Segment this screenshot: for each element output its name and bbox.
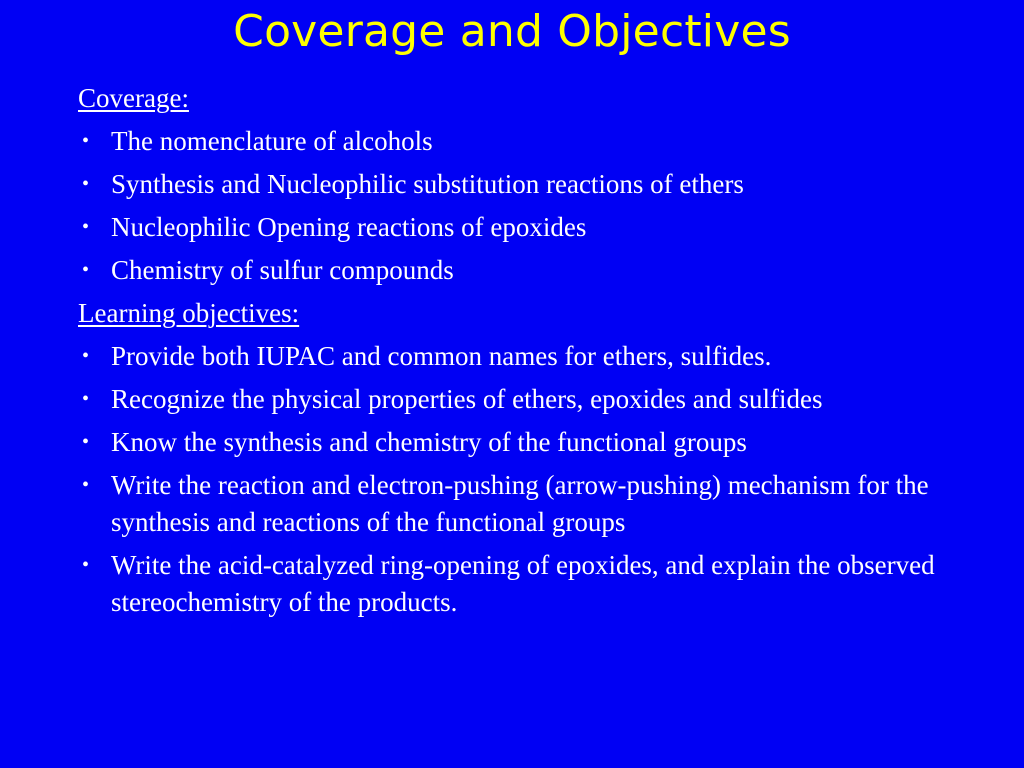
objective-item: [78, 381, 1008, 418]
bullet-icon: •: [82, 216, 90, 238]
coverage-item-text: The nomenclature of alcohols: [111, 126, 433, 156]
coverage-item: [78, 123, 1008, 160]
coverage-heading: Coverage:: [78, 83, 189, 113]
coverage-item-text: Chemistry of sulfur compounds: [111, 255, 454, 285]
bullet-icon: •: [82, 474, 90, 496]
objective-item: [78, 467, 1008, 541]
coverage-list: [78, 123, 1008, 289]
coverage-item: [78, 252, 1008, 289]
objectives-heading: Learning objectives:: [78, 298, 300, 328]
objective-item-text: Write the reaction and electron-pushing (arrow-pushing) mechanism for the synthesis and reactions of the functional groups: [111, 470, 929, 537]
objectives-list: [78, 338, 1008, 621]
objective-item-text: Recognize the physical properties of ethers, epoxides and sulfides: [111, 384, 823, 414]
coverage-item: [78, 166, 1008, 203]
objective-item-text: Know the synthesis and chemistry of the functional groups: [111, 427, 747, 457]
bullet-icon: •: [82, 345, 90, 367]
objective-item: [78, 338, 1008, 375]
bullet-icon: •: [82, 431, 90, 453]
slide-title: Coverage and Objectives: [233, 6, 791, 57]
coverage-item: [78, 209, 1008, 246]
bullet-icon: •: [82, 173, 90, 195]
objective-item: [78, 424, 1008, 461]
coverage-item-text: Synthesis and Nucleophilic substitution reactions of ethers: [111, 169, 744, 199]
coverage-item-text: Nucleophilic Opening reactions of epoxides: [111, 212, 587, 242]
bullet-icon: •: [82, 259, 90, 281]
objective-item-text: Write the acid-catalyzed ring-opening of epoxides, and explain the observed stereochemistry of the products.: [111, 550, 935, 617]
objective-item: [78, 547, 1008, 621]
objective-item-text: Provide both IUPAC and common names for ethers, sulfides.: [111, 341, 772, 371]
bullet-icon: •: [82, 130, 90, 152]
bullet-icon: •: [82, 388, 90, 410]
slide-body: [78, 80, 1008, 627]
bullet-icon: •: [82, 554, 90, 576]
